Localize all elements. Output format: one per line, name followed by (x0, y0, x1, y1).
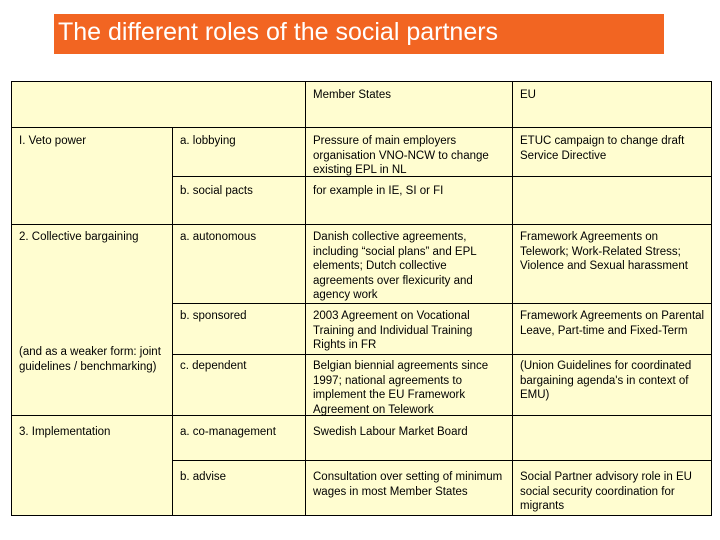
header-eu: EU (520, 89, 536, 101)
header-member-states: Member States (313, 89, 391, 101)
row-divider (172, 303, 711, 304)
member-states-cell: Danish collective agreements, including “social plans” and EPL elements; Dutch collective agreements over flexicurity and agency work (313, 231, 477, 301)
role-implementation: 3. Implementation (19, 426, 111, 438)
column-divider (512, 82, 513, 515)
row-divider (12, 224, 711, 225)
eu-cell: Social Partner advisory role in EU social security coordination for migrants (520, 471, 692, 512)
role-collective-bargaining: 2. Collective bargaining (19, 231, 139, 243)
sub-role-advise: b. advise (180, 471, 227, 483)
sub-role-co-management: a. co-management (180, 426, 276, 438)
sub-role-social-pacts: b. social pacts (180, 185, 253, 197)
eu-cell: Framework Agreements on Telework; Work-Related Stress; Violence and Sexual harassment (520, 231, 688, 272)
sub-role-dependent: c. dependent (180, 360, 247, 372)
member-states-cell: Pressure of main employers organisation VNO-NCW to change existing EPL in NL (313, 135, 489, 176)
sub-role-sponsored: b. sponsored (180, 310, 247, 322)
eu-cell: (Union Guidelines for coordinated bargaining agenda's in context of EMU) (520, 360, 692, 401)
row-divider (12, 127, 711, 128)
member-states-cell: Swedish Labour Market Board (313, 426, 468, 438)
member-states-cell: for example in IE, SI or FI (313, 185, 444, 197)
eu-cell: ETUC campaign to change draft Service Directive (520, 135, 685, 162)
row-divider (172, 354, 711, 355)
title-banner (54, 14, 664, 54)
column-divider (172, 127, 173, 515)
sub-role-autonomous: a. autonomous (180, 231, 257, 243)
member-states-cell: Belgian biennial agreements since 1997; national agreements to implement the EU Framework Agreement on Telework (313, 360, 489, 416)
roles-table (11, 81, 712, 516)
sub-role-lobbying: a. lobbying (180, 135, 236, 147)
eu-cell: Framework Agreements on Parental Leave, Part-time and Fixed-Term (520, 310, 705, 337)
page-title: The different roles of the social partners (58, 18, 499, 46)
member-states-cell: 2003 Agreement on Vocational Training and Individual Training Rights in FR (313, 310, 473, 351)
role-veto-power: I. Veto power (19, 135, 87, 147)
role-weaker-form-note: (and as a weaker form: joint guidelines / benchmarking) (19, 346, 161, 373)
column-divider (305, 82, 306, 515)
member-states-cell: Consultation over setting of minimum wages in most Member States (313, 471, 503, 498)
row-divider (172, 460, 711, 461)
